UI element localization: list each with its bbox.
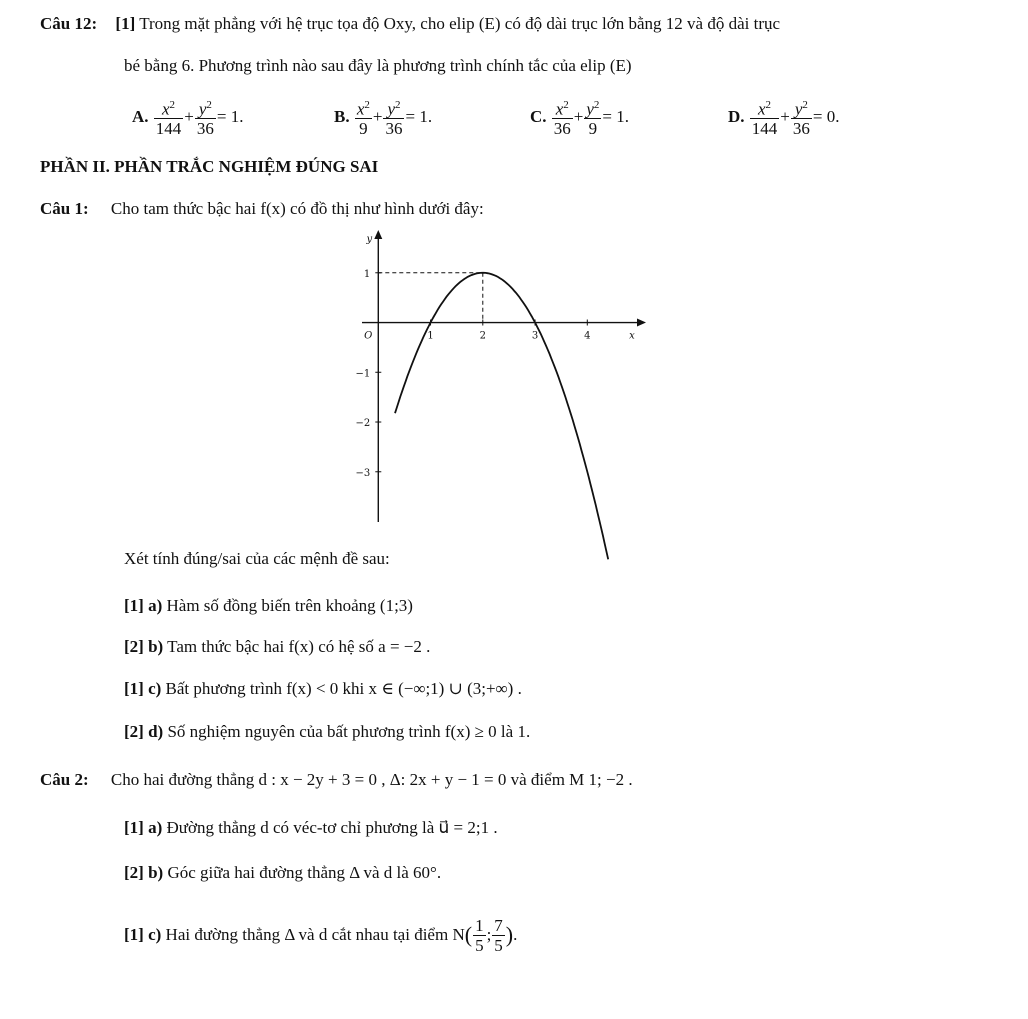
option-letter: B. — [334, 107, 350, 126]
point-n-close-paren: ) — [505, 922, 514, 947]
statement-letter: c) — [148, 679, 162, 698]
statement-level: [2] — [124, 637, 144, 656]
q12-text-line2: bé bằng 6. Phương trình nào sau đây là phương trình chính tắc của elip (E) — [124, 56, 632, 75]
statement-letter: d) — [148, 722, 164, 741]
statement-level: [2] — [124, 722, 144, 741]
y-tick-label: −3 — [355, 467, 371, 479]
option-letter: A. — [132, 107, 149, 126]
q1-statement-a[interactable] — [124, 596, 413, 616]
q12-option-b[interactable]: B. $\frac{x^2}{9}$ + $\frac{y^2}{36}$ = 1. — [334, 92, 432, 142]
statement-text: Đường thẳng d có véc-tơ chỉ phương là u⃗ = 2;1 . — [166, 818, 498, 837]
x-tick-label: 1 — [427, 330, 434, 342]
point-n-x-num: 1 — [475, 915, 484, 935]
statement-letter: a) — [148, 818, 163, 837]
statement-level: [1] — [124, 925, 144, 944]
point-n-open-paren: ( — [464, 922, 473, 947]
parabola-curve — [395, 273, 608, 560]
option-a-den-x: 144 — [155, 119, 182, 139]
q1-intro: Xét tính đúng/sai của các mệnh đề sau: — [124, 549, 390, 568]
point-n-separator: ; — [486, 925, 492, 944]
part2-heading: PHẦN II. PHẦN TRẮC NGHIỆM ĐÚNG SAI — [40, 157, 379, 176]
statement-text: Tam thức bậc hai f(x) có hệ số a = −2 . — [167, 637, 431, 656]
q2-question — [40, 770, 633, 790]
x-axis-label: x — [629, 330, 635, 342]
statement-text: Số nghiệm nguyên của bất phương trình f(x) ≥ 0 là 1. — [167, 722, 531, 741]
option-c-den-x: 36 — [553, 119, 571, 139]
statement-level: [1] — [124, 596, 144, 615]
option-letter: D. — [728, 107, 745, 126]
x-tick-label: 3 — [531, 330, 539, 342]
q2-statement-a[interactable] — [124, 818, 498, 838]
y-tick-label: −2 — [355, 418, 371, 430]
option-b-den-x: 9 — [359, 119, 368, 139]
q2-statement-b[interactable] — [124, 863, 441, 883]
option-b-den-y: 36 — [385, 119, 403, 139]
q1-statement-d[interactable] — [124, 722, 530, 742]
y-tick-label: 1 — [363, 268, 371, 280]
q1-label: Câu 1: — [40, 199, 89, 218]
statement-level: [2] — [124, 863, 144, 882]
option-a-rhs: = 1. — [216, 107, 244, 126]
statement-letter: a) — [148, 596, 163, 615]
q2-statement-c[interactable]: [1] c) Hai đường thẳng Δ và d cắt nhau tại điểm N ( $\frac{1}{5}$ ; $\frac{7}{5}$ ) . — [124, 915, 518, 955]
option-letter: C. — [530, 107, 547, 126]
option-b-rhs: = 1. — [405, 107, 433, 126]
statement-letter: c) — [148, 925, 162, 944]
q12-text-line1: Trong mặt phẳng với hệ trục tọa độ Oxy, cho elip (E) có độ dài trục lớn bằng 12 và độ dài trục — [139, 14, 781, 33]
origin-label: O — [364, 330, 373, 342]
q12-option-d[interactable]: D. $\frac{x^2}{144}$ + $\frac{y^2}{36}$ = 0. — [728, 92, 839, 142]
x-tick-label: 4 — [584, 330, 591, 342]
q1-statement-b[interactable] — [124, 637, 430, 657]
point-n-x-den: 5 — [475, 935, 484, 955]
q12-line1 — [40, 14, 780, 34]
statement-level: [1] — [124, 679, 144, 698]
q2-label: Câu 2: — [40, 770, 89, 789]
parabola-graph — [355, 228, 650, 524]
statement-level: [1] — [124, 818, 144, 837]
statement-letter: b) — [148, 637, 164, 656]
q12-level: [1] — [115, 14, 136, 33]
option-a-den-y: 36 — [196, 119, 214, 139]
q1-text: Cho tam thức bậc hai f(x) có đồ thị như hình dưới đây: — [110, 199, 484, 218]
q1-question — [40, 199, 484, 219]
option-d-den-x: 144 — [751, 119, 778, 139]
statement-text: Hai đường thẳng Δ và d cắt nhau tại điểm N — [165, 925, 465, 944]
y-tick-label: −1 — [355, 368, 371, 380]
statement-text: Góc giữa hai đường thẳng Δ và d là 60°. — [167, 863, 442, 882]
q12-option-c[interactable]: C. $\frac{x^2}{36}$ + $\frac{y^2}{9}$ = 1. — [530, 92, 629, 142]
statement-text: Hàm số đồng biến trên khoảng (1;3) — [166, 596, 413, 615]
statement-letter: b) — [148, 863, 164, 882]
option-c-den-y: 9 — [588, 119, 598, 139]
option-d-den-y: 36 — [792, 119, 810, 139]
q1-statement-c[interactable] — [124, 679, 522, 699]
point-n-y-den: 5 — [494, 935, 503, 955]
q12-option-a[interactable]: A. $\frac{x^2}{144}$ + $\frac{y^2}{36}$ = 1. — [132, 92, 243, 142]
statement-text: Bất phương trình f(x) < 0 khi x ∈ (−∞;1) ∪ (3;+∞) . — [165, 679, 522, 698]
x-tick-label: 2 — [479, 330, 486, 342]
q2-text: Cho hai đường thẳng d : x − 2y + 3 = 0 , Δ: 2x + y − 1 = 0 và điểm M 1; −2 . — [110, 770, 633, 789]
y-axis-label: y — [366, 234, 373, 245]
y-axis-arrow-icon — [374, 230, 382, 239]
option-d-rhs: = 0. — [812, 107, 840, 126]
graph-layer — [356, 230, 646, 559]
q12-label: Câu 12: — [40, 14, 98, 33]
x-axis-arrow-icon — [637, 319, 646, 327]
point-n-y-num: 7 — [494, 915, 503, 935]
option-c-rhs: = 1. — [602, 107, 630, 126]
